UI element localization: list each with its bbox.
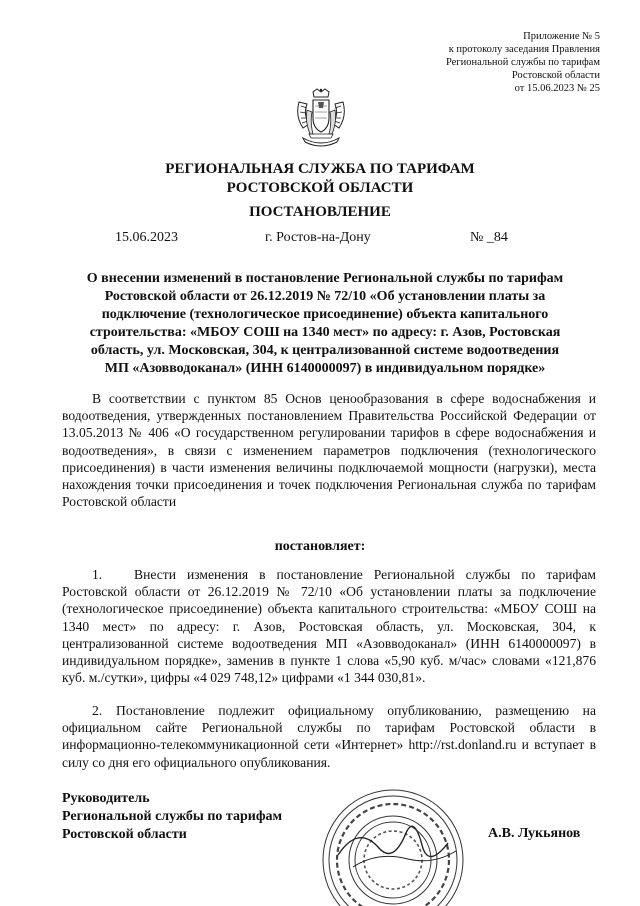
preamble-paragraph: В соответствии с пунктом 85 Основ ценообразования в сфере водоснабжения и водоотведения, утвержденных постановлением Правительства Российской Федерации от 13.05.2013 № 406 «О государственном регулировании тарифов в сфере водоснабжения и водоотведения», в связи с изменением параметров подключения (технологического присоединения) в части изменения величины подключаемой мощности (нагрузки), места нахождения точки присоединения и точек подключения Региональная служба по тарифам Ростовской области <box>62 391 596 510</box>
subject-line: Ростовской области от 26.12.2019 № 72/10 «Об установлении платы за <box>104 289 546 304</box>
signer-title-line: Региональной службы по тарифам <box>62 809 283 824</box>
org-line: РЕГИОНАЛЬНАЯ СЛУЖБА ПО ТАРИФАМ <box>165 161 475 177</box>
item-2-text: Постановление подлежит официальному опубликованию, размещению на официальном сайте Региональной службы по тарифам Ростовской области в информационно-телекоммуникационной сети «Интернет» http://rst.donland.ru и вступает в силу со дня его официального опубликования. <box>62 703 596 770</box>
document-date: 15.06.2023 <box>115 230 178 245</box>
resolves-heading: постановляет: <box>274 539 366 554</box>
subject-line: область, ул. Московская, 304, к централизованной системе водоотведения <box>90 343 560 358</box>
signer-title <box>62 790 282 844</box>
item-1-text: Внести изменения в постановление Региональной службы по тарифам Ростовской области от 26.12.2019 № 72/10 «Об установлении платы за подключение (технологическое присоединение) объекта капитального строительства: «МБОУ СОШ на 1340 мест» по адресу: г. Азов, Ростовская область, ул. Московская, 304, к централизованной системе водоотведения МП «Азовводоканал» (ИНН 6140000097) в индивидуальном порядке», заменив в пункте 1 слова «5,90 куб. м/час» словами «121,876 куб. м./сутки», цифры «4 029 748,12» цифрами «1 344 030,81». <box>62 567 596 686</box>
subject-line: О внесении изменений в постановление Региональной службы по тарифам <box>86 271 564 286</box>
organization-name <box>0 160 640 198</box>
item-2-number: 2. <box>92 703 103 718</box>
signer-title-line: Ростовской области <box>62 827 187 842</box>
subject-line: подключение (технологическое присоединение) объекта капитального <box>101 307 549 322</box>
appendix-note <box>340 30 600 95</box>
document-type: ПОСТАНОВЛЕНИЕ <box>249 204 391 220</box>
subject-line: строительства: «МБОУ СОШ на 1340 мест» по адресу: г. Азов, Ростовская <box>89 325 561 340</box>
subject-line: МП «Азовводоканал» (ИНН 6140000097) в индивидуальном порядке» <box>104 361 546 376</box>
signer-name: А.В. Лукьянов <box>488 826 581 841</box>
appendix-line: Региональной службы по тарифам <box>445 57 600 68</box>
signer-title-line: Руководитель <box>62 791 150 806</box>
org-line: РОСТОВСКОЙ ОБЛАСТИ <box>226 180 414 196</box>
item-1-paragraph <box>62 566 596 686</box>
document-subject <box>72 270 578 378</box>
document-city: г. Ростов-на-Дону <box>265 230 371 245</box>
appendix-line: к протоколу заседания Правления <box>448 44 600 55</box>
document-number: № _84 <box>470 230 508 245</box>
appendix-line: от 15.06.2023 № 25 <box>514 83 600 94</box>
appendix-line: Приложение № 5 <box>523 31 600 42</box>
official-seal-stamp-icon <box>318 785 468 906</box>
coat-of-arms-icon <box>293 88 349 150</box>
appendix-line: Ростовской области <box>511 70 600 81</box>
item-1-number: 1. <box>92 567 103 582</box>
item-2-paragraph <box>62 702 596 771</box>
